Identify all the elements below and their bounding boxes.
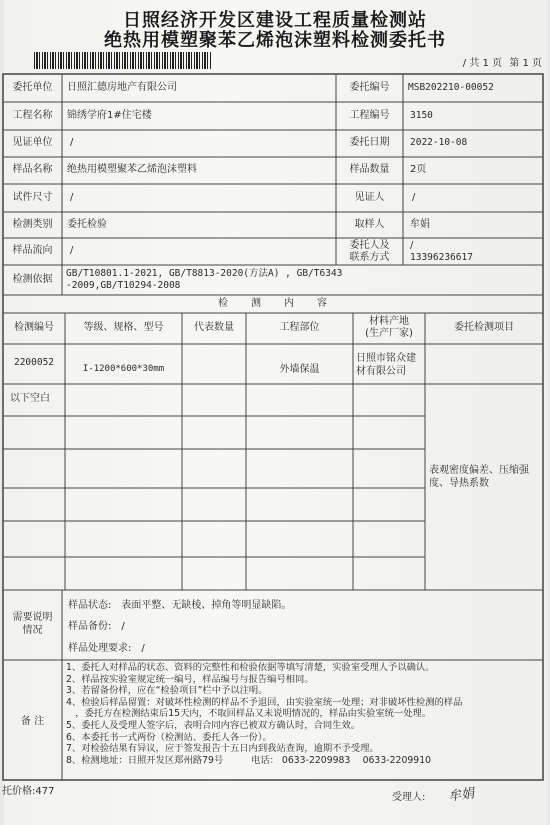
- station-title: 日照经济开发区建设工程质量检测站: [123, 10, 427, 31]
- sample-flow-value: /: [70, 245, 74, 256]
- witness-value: /: [412, 192, 416, 203]
- client-value: 日照汇德房地产有限公司: [67, 82, 177, 93]
- items-text-1: 表观密度偏差、压缩强: [429, 465, 529, 476]
- contact-value-1: /: [410, 240, 414, 251]
- contact-value-2: 13396236617: [410, 252, 473, 263]
- basis-value-1: GB/T10801.1-2021, GB/T8813-2020(方法A) , GB/T6343: [66, 268, 343, 279]
- sampler-label: 取样人: [354, 219, 385, 230]
- project-value: 锦绣学府1#住宅楼: [67, 110, 152, 121]
- sample-state: 样品状态: 表面平整、无缺棱、掉角等明显缺陷。: [68, 600, 292, 611]
- contact-label-2: 联系方式: [349, 252, 390, 263]
- test-type-label: 检测类别: [12, 219, 53, 230]
- content-section-title: 检 测 内 容: [218, 298, 328, 309]
- entrust-no-label: 委托编号: [349, 82, 390, 93]
- remarks-label-2: 情况: [22, 625, 43, 636]
- col-maker-2: (生产厂家): [365, 328, 413, 339]
- entrust-no-value: MSB202210-00052: [408, 82, 494, 93]
- project-no-value: 3150: [410, 110, 433, 121]
- notes-list: [66, 662, 544, 766]
- note-line: 8、检测地址：日照开发区郑州路79号 电话： 0633-2209983 0633-2209910: [66, 754, 432, 766]
- row-test-no: 2200052: [13, 357, 55, 368]
- items-text-2: 度、导热系数: [429, 478, 489, 489]
- col-rep-qty: 代表数量: [194, 322, 234, 333]
- project-no-label: 工程编号: [349, 110, 390, 121]
- specimen-size-value: /: [70, 192, 74, 203]
- sample-qty-value: 2页: [410, 164, 427, 175]
- col-grade: 等级、规格、型号: [83, 322, 164, 333]
- page-total: / 共 1 页: [462, 58, 503, 69]
- note-line: 4、检验后样品留置：对破坏性检测的样品不予退回，由实验室统一处理；对非破坏性检测的样品: [66, 696, 463, 708]
- blank-note: 以下空白: [10, 393, 50, 404]
- basis-value-2: -2009,GB/T10294-2008: [66, 280, 181, 291]
- contact-label-1: 委托人及: [349, 240, 390, 251]
- sample-flow-label: 样品流向: [12, 245, 53, 256]
- note-line: 2、样品按实验室规定统一编号，样品编号与报告编号相同。: [66, 673, 314, 685]
- sample-handling: 样品处理要求: /: [68, 643, 145, 654]
- note-line: 7、对检验结果有异议，应于签发报告十五日内到我站查询，逾期不予受理。: [66, 743, 379, 755]
- row-maker-1: 日照市铭众建: [356, 353, 416, 364]
- row-maker-2: 材有限公司: [356, 366, 406, 377]
- notes-label: 备 注: [20, 716, 45, 727]
- note-line: 5、委托人及受理人签字后，表明合同内容已被双方确认时，合同生效。: [66, 719, 361, 731]
- witness-unit-value: /: [70, 137, 74, 148]
- specimen-size-label: 试件尺寸: [12, 192, 53, 203]
- sampler-value: 牟娟: [410, 219, 430, 230]
- project-label: 工程名称: [12, 110, 53, 121]
- note-line: ，委托方在检测结束后15天内，不取回样品又未说明情况的，样品由实验室统一处理。: [66, 708, 432, 720]
- remarks-label-1: 需要说明: [12, 612, 53, 623]
- price-label: 托价格:477: [2, 786, 55, 797]
- row-part: 外墙保温: [279, 364, 320, 375]
- col-items: 委托检测项目: [454, 322, 514, 333]
- sample-qty-label: 样品数量: [349, 164, 390, 175]
- col-part: 工程部位: [279, 322, 320, 333]
- basis-label: 检测依据: [12, 274, 53, 285]
- witness-label: 见证人: [354, 192, 385, 203]
- page-current: 第 1 页: [509, 58, 542, 69]
- note-line: 3、若留备份样，应在“检验项目”栏中予以注明。: [66, 685, 268, 697]
- entrust-date-label: 委托日期: [349, 137, 390, 148]
- note-line: 1、委托人对样品的状态、资料的完整性和检验依据等填写清楚，实验室受理人予以确认。: [66, 662, 435, 673]
- note-line: 6、本委托书一式两份（检测站、委托人各一份）。: [66, 731, 272, 743]
- entrust-date-value: 2022-10-08: [410, 137, 468, 148]
- witness-unit-label: 见证单位: [12, 137, 53, 148]
- sample-backup: 样品备份: /: [68, 621, 125, 632]
- col-test-no: 检测编号: [14, 322, 54, 333]
- form-title: 绝热用模塑聚苯乙烯泡沫塑料检测委托书: [104, 30, 446, 51]
- row-grade: I-1200*600*30mm: [82, 364, 165, 374]
- client-label: 委托单位: [12, 82, 53, 93]
- receiver-signature: 牟娟: [447, 786, 476, 805]
- sample-name-label: 样品名称: [12, 164, 53, 175]
- sample-name-value: 绝热用模塑聚苯乙烯泡沫塑料: [67, 164, 197, 175]
- col-maker-1: 材料产地: [369, 316, 409, 327]
- receiver-label: 受理人:: [392, 792, 426, 803]
- test-type-value: 委托检验: [67, 219, 107, 230]
